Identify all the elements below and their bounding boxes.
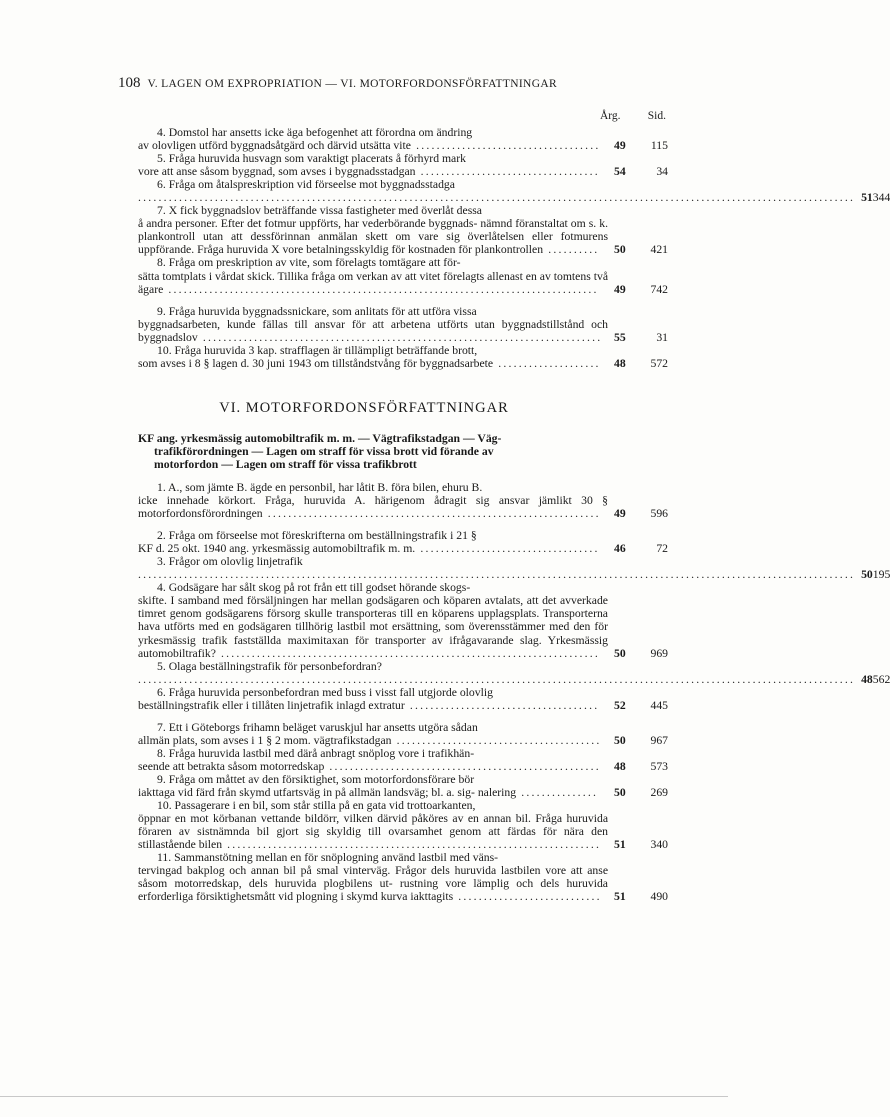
entry-line: X vore betalningsskyldig för kostnaden för plankontrollen <box>271 243 544 257</box>
entry-page: 572 <box>650 356 668 370</box>
entry-line: ovarsamhet genom att färdas för nära den stillastående bilen <box>138 825 609 852</box>
leader-dots: ......................................................................... <box>222 838 602 852</box>
entry-year: 46 <box>614 542 626 556</box>
entry-line: allmän plats, som avses i 1 § 2 mom. vägtrafikstadgan <box>138 733 392 747</box>
entry-line: förelagts allenast en av tomtens två ägare <box>138 269 609 296</box>
entry-line: 7. Ett i Göteborgs frihamn beläget varuskjul har ansetts utgöra sådan <box>157 720 478 734</box>
entry-text <box>138 126 614 152</box>
page-bottom-rule <box>0 1096 728 1097</box>
entry-year: 52 <box>614 698 626 712</box>
entry-text <box>138 581 614 659</box>
entry-line: ifrågavarande slag. Yrkesmässig automobiltrafik? <box>138 633 609 660</box>
entry-line: vore att anse såsom byggnad, som avses i byggnadsstadgan <box>138 165 416 179</box>
entry-text <box>138 305 614 344</box>
entry-line: 8. Fråga huruvida lastbil med därå anbragt snöplog vore i trafikhän- <box>157 746 475 760</box>
kf-heading-line: trafikförordningen — Lagen om straff för vissa brott vid förande av <box>154 445 494 459</box>
leader-dots: .......................................................................... <box>215 646 601 660</box>
entry-line: skifte. I samband med försäljningen har mellan godsägaren och köparen <box>138 594 481 608</box>
entry-line: 4. Domstol har ansetts icke äga befogenhet att förordna om ändring <box>157 126 473 139</box>
entry-line: jämlikt 30 § motorfordonsförordningen <box>138 494 608 521</box>
kf-heading <box>138 432 608 471</box>
entry-year: 50 <box>861 568 873 582</box>
entry-year: 54 <box>614 165 626 179</box>
entry-page: 967 <box>650 733 668 747</box>
leader-dots: ............................................................................................................................................ <box>138 191 856 205</box>
entry-line: 4. Godsägare har sålt skog på rot från ett till godset hörande skogs- <box>157 581 471 595</box>
entry-gap <box>138 520 668 529</box>
entry-gap <box>138 712 668 721</box>
entry-year: 49 <box>614 282 626 296</box>
entry-page: 31 <box>656 330 668 344</box>
entry-line: nalering <box>477 786 517 800</box>
entries-section-v <box>138 126 890 370</box>
entry-line: 6. Fråga om åtalspreskription vid förseelse mot byggnadsstadga <box>157 178 455 192</box>
section-title: VI. MOTORFORDONSFÖRFATTNINGAR <box>219 400 509 416</box>
entry-year: 51 <box>614 890 626 904</box>
entry-line: 6. Fråga huruvida personbefordran med buss i visst fall utgjorde olovlig <box>157 685 493 699</box>
entry-year: 51 <box>614 838 626 852</box>
kf-heading-line: KF ang. yrkesmässig automobiltrafik m. m. — Vägtrafikstadgan — Väg- <box>138 432 502 445</box>
entry-page: 573 <box>650 759 668 773</box>
entry-page: 340 <box>650 838 668 852</box>
index-entry <box>138 256 668 295</box>
entry-line: 5. Olaga beställningstrafik för personbefordran? <box>157 659 382 673</box>
entry-line: 9. Fråga huruvida byggnadssnickare, som anlitats för att utföra vissa <box>157 304 477 318</box>
entry-page: 421 <box>650 243 668 257</box>
entry-line: 9. Fråga om måttet av den försiktighet, som motorfordonsförare bör <box>157 772 475 786</box>
entry-text <box>138 256 614 295</box>
entry-line: 11. Sammanstötning mellan en för snöplogning använd lastbil med väns- <box>157 851 499 865</box>
index-entry <box>138 204 668 256</box>
entry-page: 344 <box>872 191 890 205</box>
entry-line: iakttaga vid färd från skymd utfartsväg in på allmän landsväg; bl. a. sig- <box>138 786 475 800</box>
entry-year: 49 <box>614 507 626 521</box>
entry-page: 445 <box>650 698 668 712</box>
entry-line: transporteras till en köparens upplagsplats. Transporterna hava utförts <box>138 607 608 634</box>
column-headings <box>600 110 666 123</box>
index-entry <box>138 152 668 178</box>
leader-dots: .................... <box>493 356 601 370</box>
entry-line: öppnar en mot körbanan vettande bildörr, vilken därvid påköres av en <box>138 812 479 826</box>
entry-year: 50 <box>614 646 626 660</box>
entry-year: 51 <box>861 191 873 205</box>
leader-dots: ................................... <box>415 542 600 556</box>
leader-dots: ............................................................................................................................................ <box>138 672 856 686</box>
leader-dots: ............................................................................................................................................ <box>138 568 856 582</box>
entry-line: rustning vore lämplig och dels huruvida erforderliga försiktighetsmått vid <box>138 877 608 904</box>
entry-line: 10. Passagerare i en bil, som står stilla på en gata vid trottoarkanten, <box>157 799 476 813</box>
entry-line: avtalats, att det avverkade timret genom godsägarens försorg skulle <box>138 594 608 621</box>
entry-line: seende att betrakta såsom motorredskap <box>138 759 325 773</box>
entry-line: som avses i 8 § lagen d. 30 juni 1943 om tillståndstvång för byggnadsarbete <box>138 356 494 370</box>
index-entry <box>138 344 668 370</box>
entry-line: icke innehade körkort. Fråga, huruvida A. härigenom ådragit sig ansvar <box>138 494 530 508</box>
entry-line: tervingad bakplog och annan bil på smal vinterväg. Frågor dels huruvida <box>138 864 497 878</box>
index-entry <box>138 555 890 582</box>
entry-year: 50 <box>614 243 626 257</box>
page-number: 108 <box>118 75 141 91</box>
running-title: V. LAGEN OM EXPROPRIATION — VI. MOTORFORDONSFÖRFATTNINGAR <box>147 78 558 90</box>
leader-dots: ................................... <box>415 165 600 179</box>
leader-dots: ............................ <box>453 890 602 904</box>
entry-line: plogning i skymd kurva iakttagits <box>296 890 454 904</box>
entry-page: 969 <box>650 646 668 660</box>
leader-dots: ..................................................... <box>324 759 601 773</box>
page-column-heading: Sid. <box>647 110 666 122</box>
running-header <box>118 77 670 91</box>
entry-text <box>138 204 614 256</box>
index-entry <box>138 799 668 851</box>
entry-text <box>138 851 614 903</box>
index-entry <box>138 686 668 712</box>
leader-dots: .................................... <box>410 139 601 153</box>
index-entry <box>138 721 668 747</box>
entry-year: 50 <box>614 786 626 800</box>
entry-text <box>138 799 614 851</box>
index-entry <box>138 126 668 152</box>
entry-line: med en godsägaren tillhörig lastbil mot ersättning, som överensstämmer <box>198 620 546 634</box>
index-entry <box>138 659 890 686</box>
index-entry <box>138 747 668 773</box>
leader-dots: .................................................................................... <box>163 282 599 296</box>
index-entry <box>138 178 890 205</box>
entry-line: lastbilen vore att anse såsom motorredskap, dels huruvida plogbilens ut- <box>138 864 609 891</box>
entry-line: 5. Fråga huruvida husvagn som varaktigt placerats å förhyrd mark <box>157 152 466 166</box>
entry-line: 10. Fråga huruvida 3 kap. strafflagen är tillämpligt beträffande brott, <box>157 343 478 357</box>
entry-line: 7. X fick byggnadslov beträffande vissa fastigheter med överlåt dessa <box>157 204 482 218</box>
entry-page: 596 <box>650 507 668 521</box>
kf-heading-line: motorfordon — Lagen om straff för vissa trafikbrott <box>154 458 417 472</box>
entry-text <box>138 152 614 178</box>
entry-line: byggnadsarbeten, kunde fällas till ansvar för att arbetena utförts utan <box>138 317 495 331</box>
entry-year: 50 <box>614 733 626 747</box>
index-entry <box>138 773 668 799</box>
leader-dots: ............... <box>516 786 599 800</box>
index-entry <box>138 529 668 555</box>
entry-text <box>138 529 614 555</box>
leader-dots: ........................................ <box>391 733 602 747</box>
index-entry <box>138 481 668 520</box>
entry-text <box>138 773 614 799</box>
year-column-heading: Årg. <box>600 110 621 122</box>
entry-text <box>138 344 614 370</box>
index-entry <box>138 581 668 659</box>
entry-page: 195 <box>872 568 890 582</box>
entry-text <box>138 686 614 712</box>
entry-page: 562 <box>872 672 890 686</box>
entry-line: beställningstrafik eller i tillåten linjetrafik inlagd extratur <box>138 698 405 712</box>
entry-year: 48 <box>861 672 873 686</box>
leader-dots: .............................................................................. <box>197 330 603 344</box>
entry-line: byggnadstillstånd och byggnadslov <box>138 317 609 344</box>
index-entry <box>138 305 668 344</box>
entry-text <box>138 747 614 773</box>
entry-text <box>138 555 861 581</box>
entry-line: nämnd föranstaltat om s. k. plankontroll utan att dessförinnan anmälan <box>138 217 608 244</box>
entry-line: av olovligen utförd byggnadsåtgärd och därvid utsätta vite <box>138 139 411 153</box>
entry-text <box>138 178 861 204</box>
entries-section-vi <box>138 481 890 904</box>
entry-page: 269 <box>650 786 668 800</box>
entry-line: 3. Frågor om olovlig linjetrafik <box>157 555 303 569</box>
entry-line: å andra personer. Efter det fotmur uppförts, har vederbörande byggnads- <box>138 217 478 231</box>
entry-gap <box>138 296 668 305</box>
entry-page: 490 <box>650 890 668 904</box>
entry-line: sätta tomtplats i vårdat skick. Tillika fråga om verkan av att vitet <box>138 269 441 283</box>
entry-year: 49 <box>614 139 626 153</box>
entry-year: 48 <box>614 759 626 773</box>
entry-text <box>138 660 861 686</box>
leader-dots: ................................................................. <box>262 507 601 521</box>
entry-line: 8. Fråga om preskription av vite, som förelagts tomtägare att för- <box>157 256 461 270</box>
entry-line: KF d. 25 okt. 1940 ang. yrkesmässig automobiltrafik m. m. <box>138 542 416 556</box>
entry-year: 55 <box>614 330 626 344</box>
index-entry <box>138 851 668 903</box>
entry-text <box>138 721 614 747</box>
entry-page: 115 <box>650 139 668 153</box>
entry-text <box>138 481 614 520</box>
entry-line: 1. A., som jämte B. ägde en personbil, har låtit B. föra bilen, ehuru B. <box>157 481 483 494</box>
entry-line: annan bil. Fråga huruvida föraren av sistnämnda bil gjort sig skyldig till <box>138 812 609 839</box>
entry-line: skett om vare sig överlåtelsen eller fotmurens uppförande. Fråga huruvida <box>138 230 609 257</box>
entry-year: 48 <box>614 356 626 370</box>
leader-dots: .......... <box>543 243 600 257</box>
leader-dots: ..................................... <box>404 698 600 712</box>
entry-line: 2. Fråga om förseelse mot föreskrifterna om beställningstrafik i 21 § <box>157 529 477 543</box>
entry-line: med den för yrkesmässig trafik fastställda maximitaxan för transporter av <box>138 620 609 647</box>
entry-page: 72 <box>656 542 668 556</box>
entry-page: 742 <box>650 282 668 296</box>
entry-page: 34 <box>656 165 668 179</box>
